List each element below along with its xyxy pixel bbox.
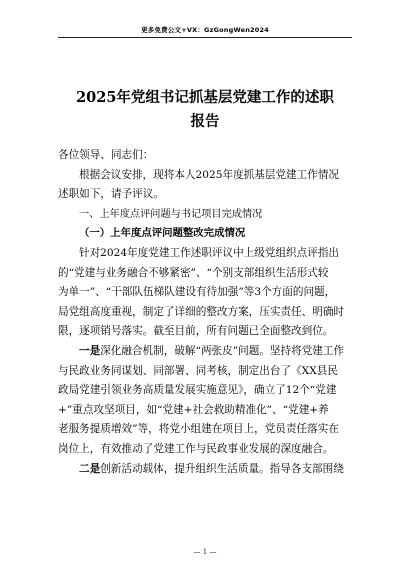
para-1-line-3: 为单一”、“干部队伍梯队建设有待加强”等3个方面的问题， bbox=[58, 286, 336, 299]
para-3-line-1-text: 创新活动载体，提升组织生活质量。指导各支部围绕 bbox=[100, 462, 344, 475]
document-body bbox=[58, 146, 358, 479]
para-2-line-5: 老服务提质增效”等，将党小组建在项目上，党员责任落实在 bbox=[58, 423, 339, 436]
para-1-line-5: 限，逐项销号落实。截至目前，所有问题已全面整改到位。 bbox=[58, 325, 334, 338]
intro-line-1-text: 根据会议安排，现将本人2025年度抓基层党建工作情况 bbox=[79, 168, 340, 181]
section-1-subheading bbox=[58, 224, 358, 244]
para-1-line-2: 的“党建与业务融合不够紧密”、“个别支部组织生活形式较 bbox=[58, 266, 329, 279]
document-title bbox=[50, 86, 360, 134]
intro-line-2: 述职如下，请予评议。 bbox=[58, 188, 164, 201]
para-2-line-4: +”重点攻坚项目，如“党建+社会救助精准化”、“党建+养 bbox=[58, 403, 329, 416]
para-3-lead: 二是 bbox=[79, 462, 101, 475]
section-1-subheading-text: （一）上年度点评问题整改完成情况 bbox=[79, 227, 246, 240]
title-line-2: 报告 bbox=[190, 113, 220, 130]
title-line-1: 2025年党组书记抓基层党建工作的述职 bbox=[76, 89, 334, 106]
para-1-line-1 bbox=[58, 244, 358, 264]
para-2-line-3: 政局党建引领业务高质量发展实施意见》，确立了12个“党建 bbox=[58, 384, 337, 397]
section-1-heading-text: 一、上年度点评问题与书记项目完成情况 bbox=[79, 208, 263, 220]
para-2-line-1 bbox=[58, 342, 358, 362]
para-2-line-6: 岗位上，有效推动了党建工作与民政事业发展的深度融合。 bbox=[58, 442, 334, 455]
para-1-line-1-text: 针对2024年度党建工作述职评议中上级党组织点评指出 bbox=[79, 246, 340, 259]
section-1-heading bbox=[58, 205, 358, 225]
header-divider bbox=[58, 37, 352, 38]
header-note: 更多免费公文+VX：GzGongWen2024 bbox=[141, 26, 269, 34]
para-1-line-4: 局党组高度重视，制定了详细的整改方案，压实责任、明确时 bbox=[58, 305, 345, 318]
para-3-line-1 bbox=[58, 460, 358, 480]
page-number: — 1 — bbox=[193, 548, 217, 556]
para-2-line-1-text: 深化融合机制，破解“两张皮”问题。坚持将党建工作 bbox=[100, 344, 345, 357]
para-2-line-2: 与民政业务同谋划、同部署、同考核，制定出台了《XX县民 bbox=[58, 364, 338, 377]
intro-line-1 bbox=[58, 166, 358, 186]
salutation: 各位领导、同志们： bbox=[58, 149, 154, 161]
para-2-lead: 一是 bbox=[79, 344, 101, 357]
